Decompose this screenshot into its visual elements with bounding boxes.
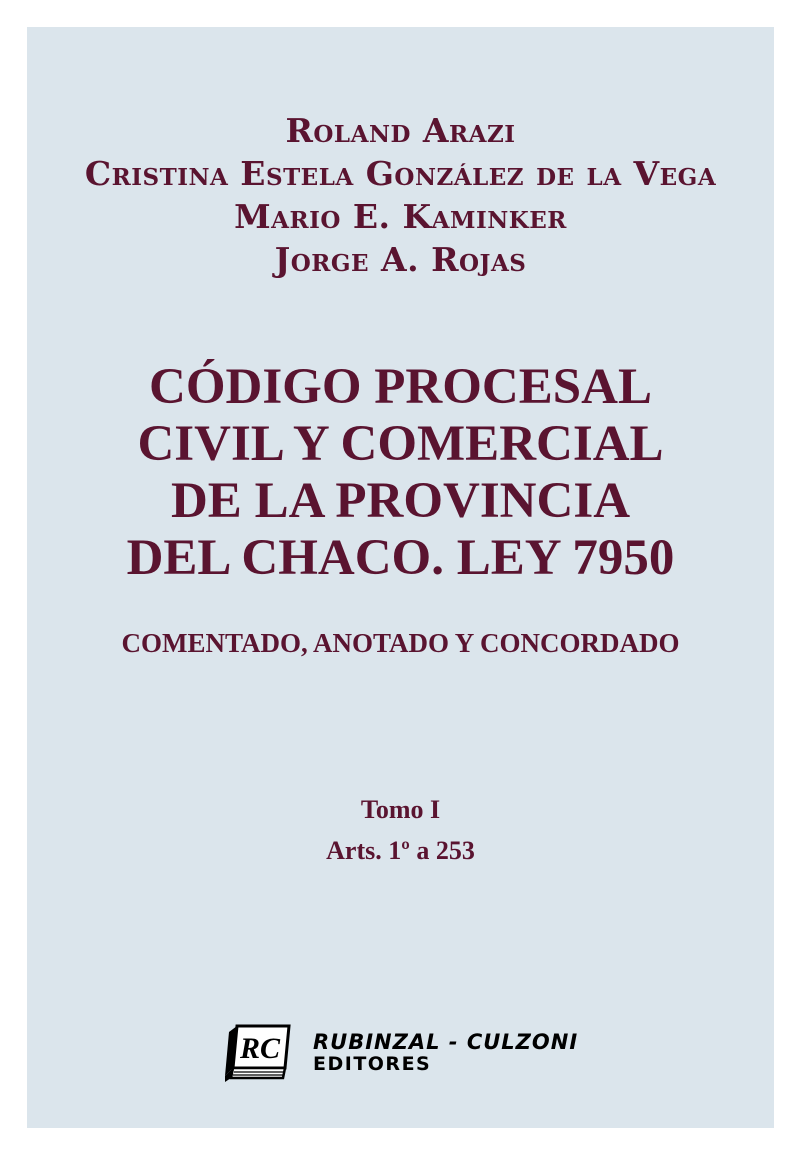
publisher-logo-icon (223, 1022, 295, 1084)
book-subtitle: COMENTADO, ANOTADO Y CONCORDADO (121, 628, 680, 658)
author-name: Cristina Estela González de la Vega (84, 154, 717, 193)
publisher-text (313, 1031, 578, 1075)
book-title (27, 359, 774, 587)
volume-info (27, 789, 774, 871)
title-line: CIVIL Y COMERCIAL (137, 416, 664, 472)
title-line: CÓDIGO PROCESAL (149, 359, 652, 415)
author-name: Mario E. Kaminker (234, 197, 567, 236)
title-line: DEL CHACO. LEY 7950 (126, 530, 675, 586)
publisher-block (223, 1022, 578, 1084)
article-range: Arts. 1º a 253 (326, 836, 475, 865)
author-list (27, 109, 774, 281)
publisher-subtitle: EDITORES (313, 1053, 432, 1075)
author-name: Jorge A. Rojas (274, 240, 527, 279)
volume-number: Tomo I (360, 795, 441, 824)
publisher-logo-letters: RC (239, 1032, 281, 1065)
book-cover (27, 27, 774, 1128)
publisher-name: RUBINZAL - CULZONI (313, 1030, 579, 1054)
title-line: DE LA PROVINCIA (170, 473, 631, 529)
author-name: Roland Arazi (285, 111, 516, 150)
